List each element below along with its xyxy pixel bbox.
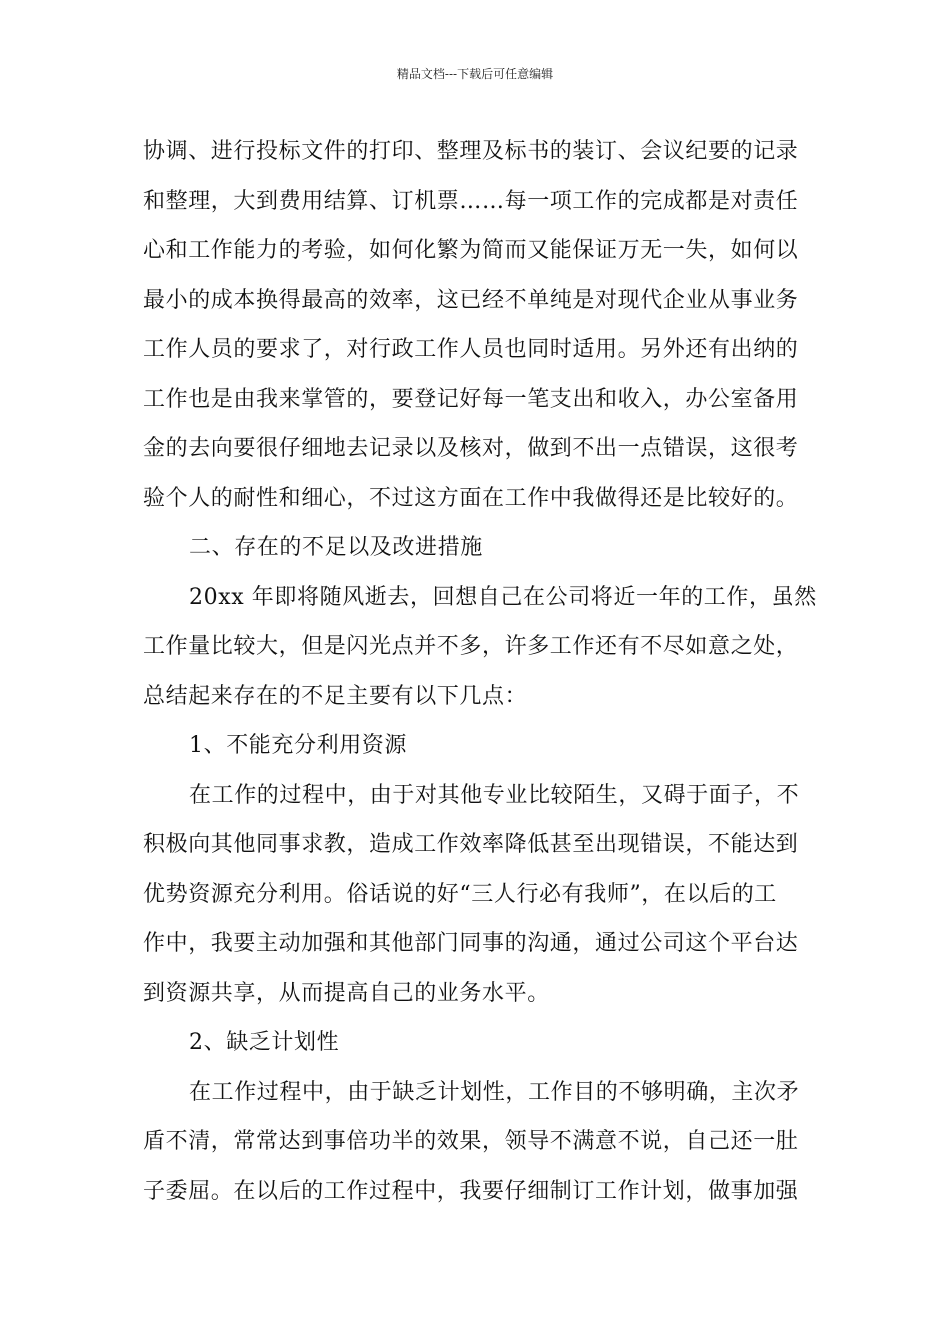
- paragraph-first-line: 20xx 年即将随风逝去，回想自己在公司将近一年的工作，虽然: [189, 584, 817, 610]
- subsection-heading: 2、缺乏计划性: [189, 1030, 340, 1055]
- body-line: 协调、进行投标文件的打印、整理及标书的装订、会议纪要的记录: [143, 139, 799, 164]
- body-line: 最小的成本换得最高的效率，这已经不单纯是对现代企业从事业务: [143, 287, 799, 313]
- body-line: 工作人员的要求了，对行政工作人员也同时适用。另外还有出纳的: [143, 337, 799, 362]
- body-line: 金的去向要很仔细地去记录以及核对，做到不出一点错误，这很考: [143, 436, 799, 461]
- body-line: 优势资源充分利用。俗话说的好“三人行必有我师”，在以后的工: [143, 881, 777, 907]
- body-line: 和整理，大到费用结算、订机票……每一项工作的完成都是对责任: [143, 188, 799, 214]
- paragraph-first-line: 在工作过程中，由于缺乏计划性，工作目的不够明确，主次矛: [189, 1079, 800, 1105]
- body-line: 到资源共享，从而提高自己的业务水平。: [143, 980, 550, 1006]
- body-line: 验个人的耐性和细心，不过这方面在工作中我做得还是比较好的。: [143, 485, 799, 511]
- body-line: 心和工作能力的考验，如何化繁为简而又能保证万无一失，如何以: [143, 238, 799, 263]
- body-line: 盾不清，常常达到事倍功半的效果，领导不满意不说，自己还一肚: [143, 1129, 799, 1154]
- document-body: [143, 127, 817, 1216]
- paragraph-first-line: 在工作的过程中，由于对其他专业比较陌生，又碍于面子，不: [189, 782, 800, 808]
- body-line: 工作量比较大，但是闪光点并不多，许多工作还有不尽如意之处，: [143, 634, 799, 659]
- body-line: 工作也是由我来掌管的，要登记好每一笔支出和收入，办公室备用: [143, 386, 799, 412]
- body-line: 积极向其他同事求教，造成工作效率降低甚至出现错误，不能达到: [143, 832, 799, 857]
- subsection-heading: 1、不能充分利用资源: [189, 733, 407, 758]
- body-line: 子委屈。在以后的工作过程中，我要仔细制订工作计划，做事加强: [143, 1178, 799, 1204]
- section-heading: 二、存在的不足以及改进措施: [189, 535, 483, 560]
- body-line: 作中，我要主动加强和其他部门同事的沟通，通过公司这个平台达: [143, 931, 799, 956]
- body-line: 总结起来存在的不足主要有以下几点：: [143, 683, 528, 709]
- page-header: 精品文档---下载后可任意编辑: [396, 67, 554, 81]
